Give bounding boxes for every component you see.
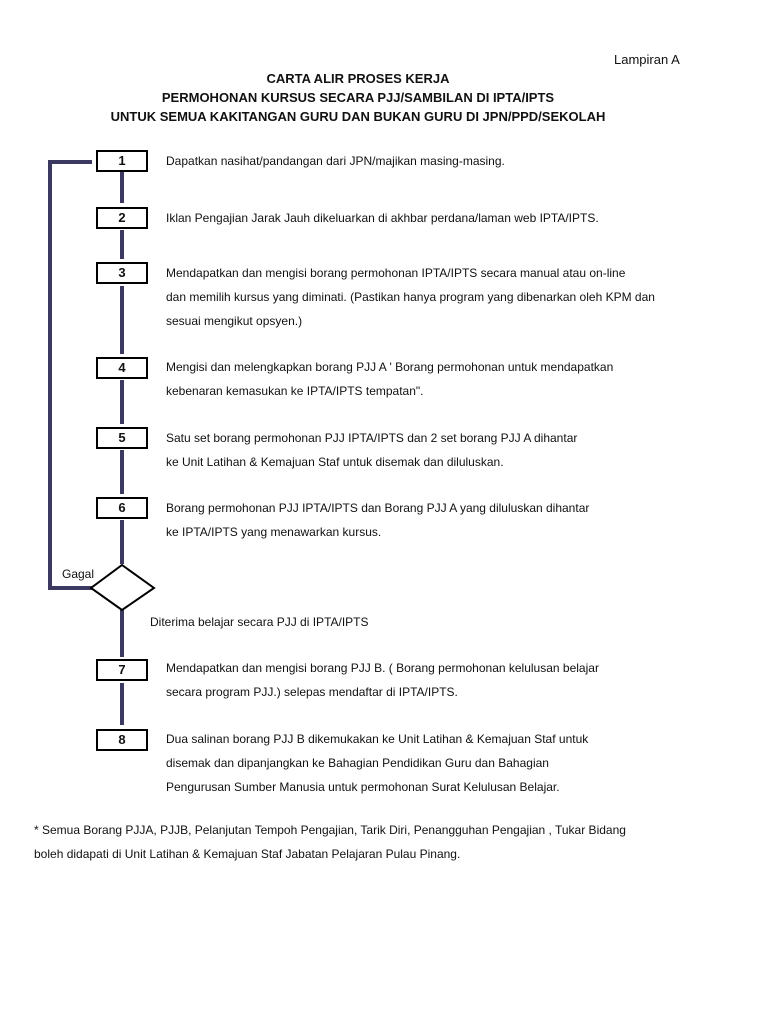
step-6-line-1: Borang permohonan PJJ IPTA/IPTS dan Borang PJJ A yang diluluskan dihantar (166, 501, 590, 515)
step-box-5: 5 (96, 427, 148, 449)
step-text-6 (166, 496, 589, 544)
decision-pass-label: Diterima belajar secara PJJ di IPTA/IPTS (150, 615, 369, 629)
step-text-7 (166, 656, 599, 704)
step-7-line-1: Mendapatkan dan mengisi borang PJJ B. ( Borang permohonan kelulusan belajar (166, 661, 599, 675)
step-text-1 (166, 149, 505, 173)
footnote (34, 818, 626, 866)
page-title-line-3: UNTUK SEMUA KAKITANGAN GURU DAN BUKAN GURU DI JPN/PPD/SEKOLAH (110, 109, 606, 124)
step-3-line-3: sesuai mengikut opsyen.) (166, 314, 303, 328)
step-box-4: 4 (96, 357, 148, 379)
step-5-line-1: Satu set borang permohonan PJJ IPTA/IPTS dan 2 set borang PJJ A dihantar (166, 431, 578, 445)
page-title-line-1: CARTA ALIR PROSES KERJA (266, 71, 450, 86)
decision-diamond (91, 565, 154, 610)
step-box-8: 8 (96, 729, 148, 751)
step-2-line-1: Iklan Pengajian Jarak Jauh dikeluarkan di akhbar perdana/laman web IPTA/IPTS. (166, 211, 599, 225)
step-8-line-2: disemak dan dipanjangkan ke Bahagian Pendidikan Guru dan Bahagian (166, 756, 549, 770)
step-box-7: 7 (96, 659, 148, 681)
step-text-2 (166, 206, 599, 230)
step-8-line-3: Pengurusan Sumber Manusia untuk permohonan Surat Kelulusan Belajar. (166, 780, 560, 794)
step-7-line-2: secara program PJJ.) selepas mendaftar di IPTA/IPTS. (166, 685, 458, 699)
step-text-5 (166, 426, 577, 474)
step-text-8 (166, 727, 588, 799)
step-3-line-1: Mendapatkan dan mengisi borang permohonan IPTA/IPTS secara manual atau on-line (166, 266, 626, 280)
step-text-4 (166, 355, 613, 403)
step-4-line-1: Mengisi dan melengkapkan borang PJJ A ' Borang permohonan untuk mendapatkan (166, 360, 614, 374)
step-box-6: 6 (96, 497, 148, 519)
page-title-line-2: PERMOHONAN KURSUS SECARA PJJ/SAMBILAN DI IPTA/IPTS (161, 90, 555, 105)
step-5-line-2: ke Unit Latihan & Kemajuan Staf untuk disemak dan diluluskan. (166, 455, 504, 469)
fail-loop-line (50, 162, 96, 588)
step-box-3: 3 (96, 262, 148, 284)
step-1-line-1: Dapatkan nasihat/pandangan dari JPN/majikan masing-masing. (166, 154, 505, 168)
step-box-1: 1 (96, 150, 148, 172)
step-text-3 (166, 261, 655, 333)
footnote-line-1: * Semua Borang PJJA, PJJB, Pelanjutan Tempoh Pengajian, Tarik Diri, Penangguhan Pengajian , Tukar Bidang (34, 823, 626, 837)
footnote-line-2: boleh didapati di Unit Latihan & Kemajuan Staf Jabatan Pelajaran Pulau Pinang. (34, 847, 461, 861)
appendix-label: Lampiran A (614, 52, 680, 67)
step-8-line-1: Dua salinan borang PJJ B dikemukakan ke Unit Latihan & Kemajuan Staf untuk (166, 732, 589, 746)
step-6-line-2: ke IPTA/IPTS yang menawarkan kursus. (166, 525, 382, 539)
step-3-line-2: dan memilih kursus yang diminati. (Pastikan hanya program yang dibenarkan oleh KPM dan (166, 290, 655, 304)
step-4-line-2: kebenaran kemasukan ke IPTA/IPTS tempatan". (166, 384, 424, 398)
decision-fail-label: Gagal (62, 567, 95, 581)
step-box-2: 2 (96, 207, 148, 229)
